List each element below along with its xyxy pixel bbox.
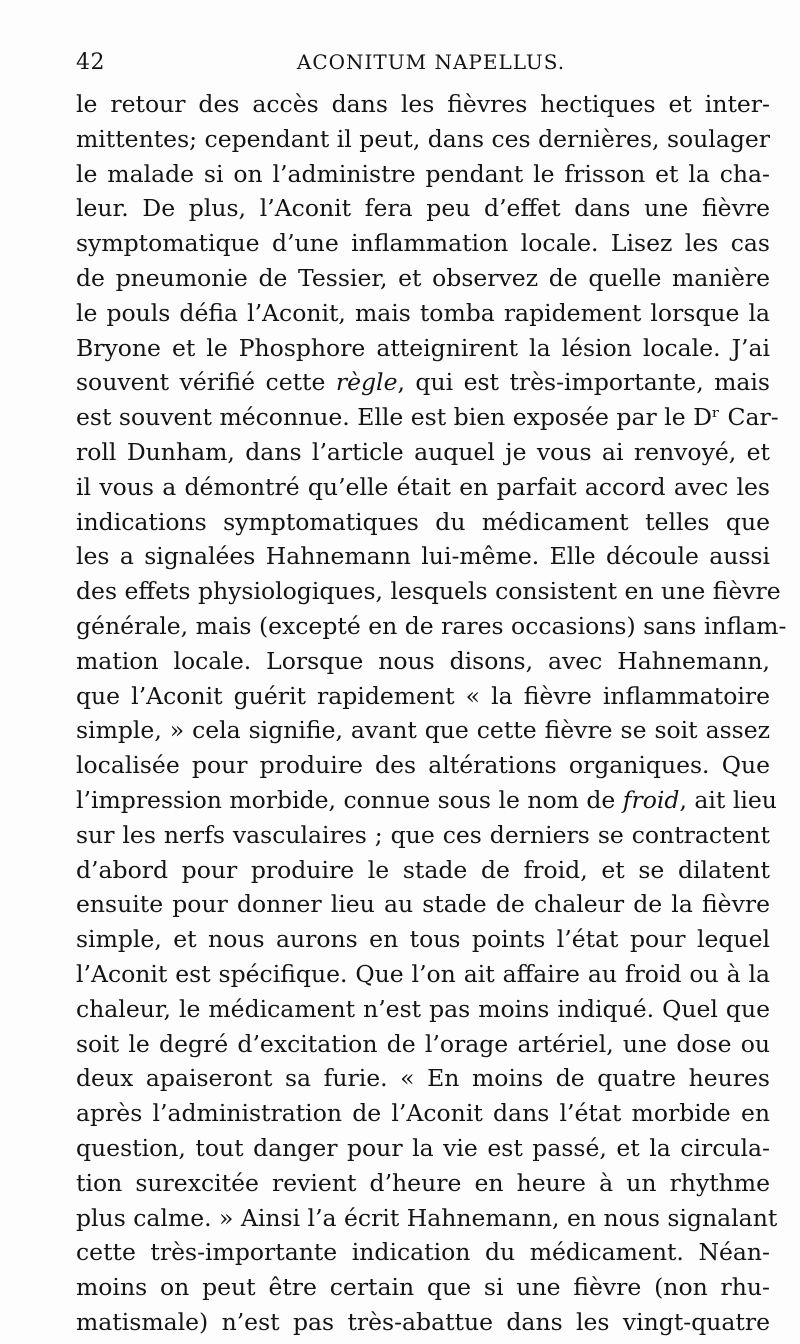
text-segment: l’impression morbide, connue sous le nom de [76,785,623,814]
text-line: est souvent méconnue. Elle est bien exposée par le Dʳ Car- [76,403,779,432]
text-line: le malade si on l’administre pendant le frisson et la cha- [76,159,770,188]
text-line [76,365,770,400]
text-line: le pouls défia l’Aconit, mais tomba rapidement lorsque la [76,298,770,327]
text-line: il vous a démontré qu’elle était en parfait accord avec les [76,472,770,501]
running-head [76,50,766,80]
text-line: deux apaiseront sa furie. « En moins de quatre heures [76,1064,770,1093]
text-segment: , ait lieu [679,785,777,814]
text-line: de pneumonie de Tessier, et observez de quelle manière [76,263,770,292]
text-line: soit le degré d’excitation de l’orage artériel, une dose ou [76,1029,770,1058]
text-line: symptomatique d’une inflammation locale. Lisez les cas [76,229,770,258]
text-segment: , qui est très-importante, mais [397,368,770,397]
text-line: simple, et nous aurons en tous points l’état pour lequel [76,925,770,954]
text-line: générale, mais (excepté en de rares occasions) sans inflam- [76,611,787,640]
text-line: mittentes; cependant il peut, dans ces dernières, soulager [76,124,771,153]
text-line: d’abord pour produire le stade de froid, et se dilatent [76,855,770,884]
italic-word: froid [622,785,680,814]
text-line: roll Dunham, dans l’article auquel je vous ai renvoyé, et [76,437,770,466]
text-line: Bryone et le Phosphore atteignirent la lésion locale. J’ai [76,333,770,362]
body-text [76,87,787,1340]
text-line: plus calme. » Ainsi l’a écrit Hahnemann, en nous signalant [76,1203,778,1232]
text-line: des effets physiologiques, lesquels consistent en une fièvre [76,577,781,606]
text-line: que l’Aconit guérit rapidement « la fièvre inflammatoire [76,681,770,710]
text-segment: souvent vérifié cette [76,368,336,397]
italic-word: règle [335,368,398,397]
text-line: après l’administration de l’Aconit dans l’état morbide en [76,1099,770,1128]
text-line: chaleur, le médicament n’est pas moins indiqué. Quel que [76,994,770,1023]
text-line: localisée pour produire des altérations organiques. Que [76,751,770,780]
text-line: simple, » cela signifie, avant que cette fièvre se soit assez [76,716,770,745]
text-line: mation locale. Lorsque nous disons, avec Hahnemann, [76,646,770,675]
running-title: ACONITUM NAPELLUS. [296,50,566,74]
text-line: moins on peut être certain que si une fièvre (non rhu- [76,1273,770,1302]
text-line: sur les nerfs vasculaires ; que ces derniers se contractent [76,820,770,849]
text-line: matismale) n’est pas très-abattue dans les vingt-quatre [76,1307,770,1336]
text-line [76,783,777,818]
text-line: le retour des accès dans les fièvres hectiques et inter- [76,90,770,118]
text-line: tion surexcitée revient d’heure en heure à un rhythme [76,1168,770,1197]
text-line: les a signalées Hahnemann lui-même. Elle découle aussi [76,542,770,571]
text-line: leur. De plus, l’Aconit fera peu d’effet dans une fièvre [76,194,770,223]
text-line: question, tout danger pour la vie est passé, et la circula- [76,1133,770,1162]
text-line: cette très-importante indication du médicament. Néan- [76,1238,770,1267]
text-line: ensuite pour donner lieu au stade de chaleur de la fièvre [76,890,770,919]
text-line: l’Aconit est spécifique. Que l’on ait affaire au froid ou à la [76,959,770,988]
page-number: 42 [76,50,105,75]
text-line: indications symptomatiques du médicament telles que [76,507,770,536]
